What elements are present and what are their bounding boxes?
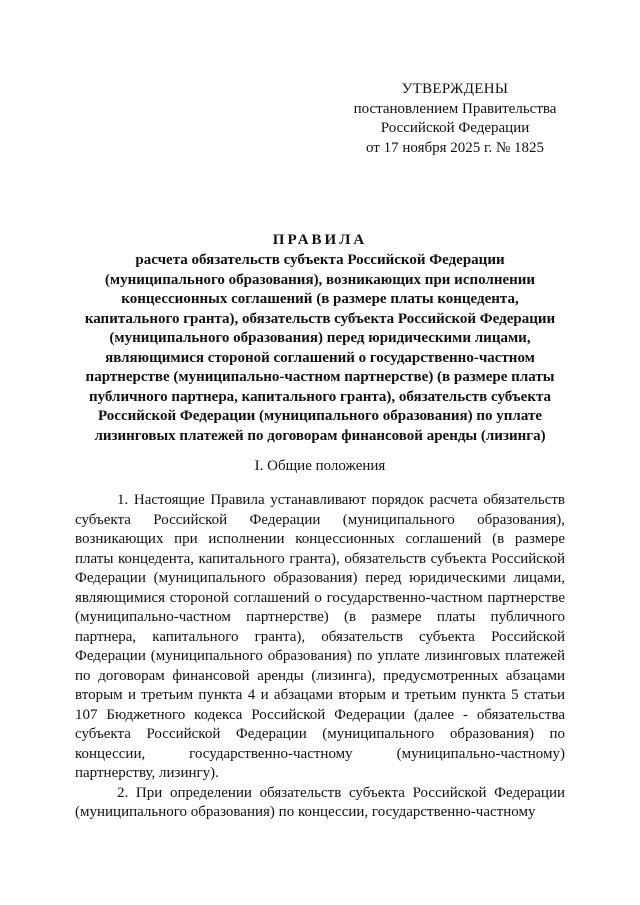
approval-line-2: Российской Федерации [380,120,530,136]
paragraph-2: 2. При определении обязательств субъекта Российской Федерации (муниципального образования) по концессии, государственно-частному [75,784,565,820]
document-title: ПРАВИЛА [272,232,368,248]
document-body [75,491,565,823]
section-heading: I. Общие положения [254,458,386,474]
approval-stamp [330,80,580,158]
document-subtitle: расчета обязательств субъекта Российской Федерации (муниципального образования), возникающих при исполнении концессионных соглашений (в размере платы концедента, капитального гранта), обязательств субъекта Российской Федерации (муниципального образования) перед юридическими лицами, являющимися стороной соглашений о государственно-частном партнерстве (муниципально-частном партнерстве) (в размере платы публичного партнера, капитального гранта), обязательств субъекта Российской Федерации (муниципального образования) по уплате лизинговых платежей по договорам финансовой аренды (лизинга) [84,252,556,444]
paragraph-1: 1. Настоящие Правила устанавливают порядок расчета обязательств субъекта Российской Федерации (муниципального образования), возникающих при исполнении концессионных соглашений (в размере платы концедента, капитального гранта), обязательств субъекта Российской Федерации (муниципального образования) перед юридическими лицами, являющимися стороной соглашений о государственно-частном партнерстве (муниципально-частном партнерстве) (в размере платы публичного партнера, капитального гранта), обязательств субъекта Российской Федерации (муниципального образования) по уплате лизинговых платежей по договорам финансовой аренды (лизинга), предусмотренных абзацами вторым и третьим пункта 4 и абзацами вторым и третьим пункта 5 статьи 107 Бюджетного кодекса Российской Федерации (далее - обязательства субъекта Российской Федерации (муниципального образования) по концессии, государственно-частному (муниципально-частному) партнерству, лизингу). [75,492,565,781]
approval-line-1: постановлением Правительства [353,100,557,117]
approval-line-3: от 17 ноября 2025 г. № 1825 [365,139,545,156]
approval-heading: УТВЕРЖДЕНЫ [401,81,509,97]
